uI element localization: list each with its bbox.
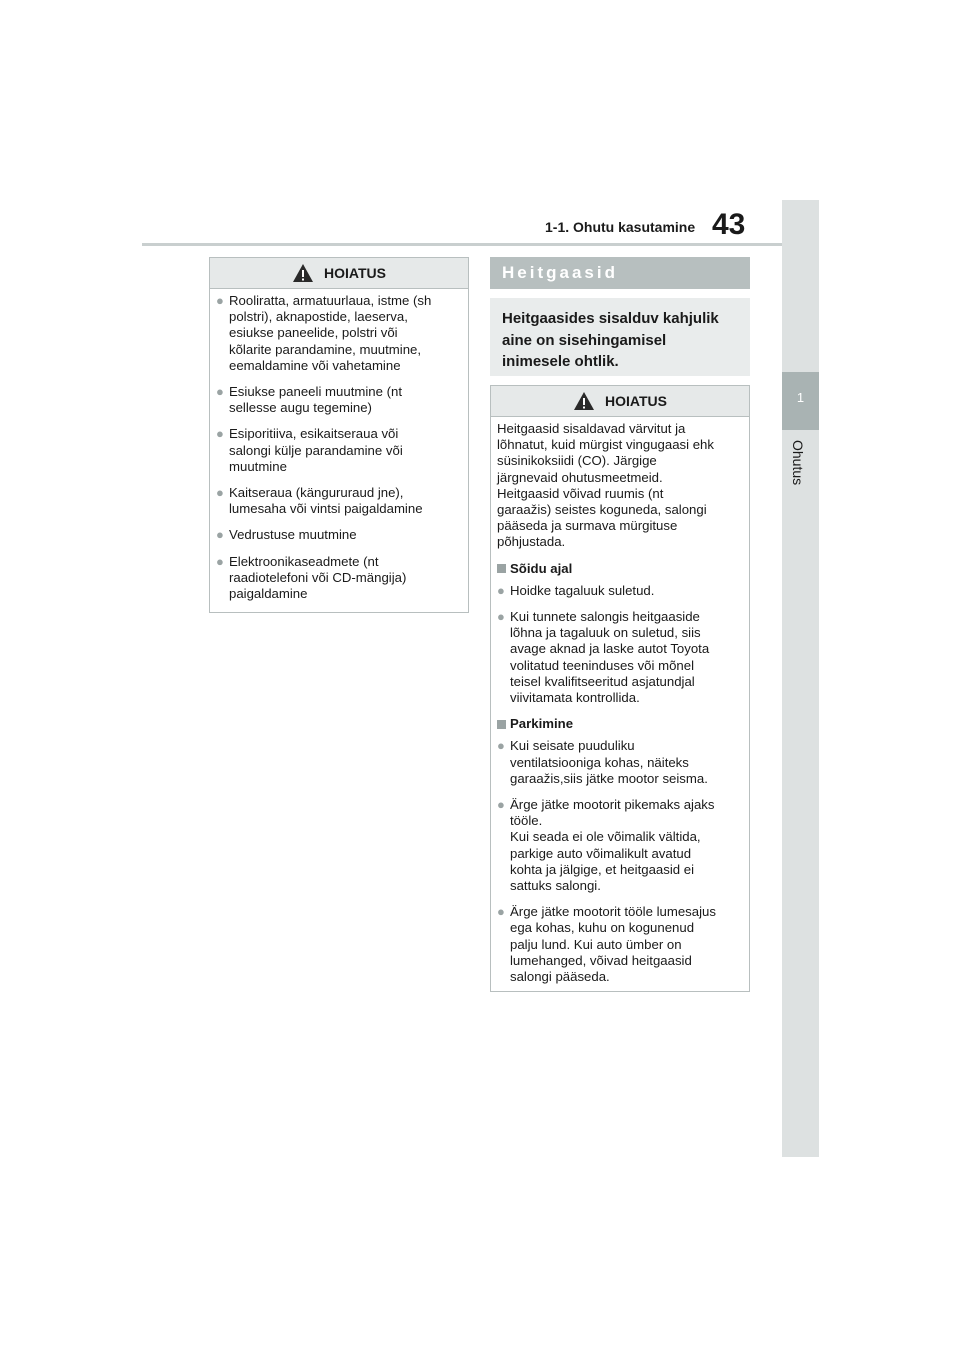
left-warning-box (209, 257, 469, 613)
list-item-text: Esiporitiiva, esikaitseraua või salongi külje parandamine või muutmine (229, 426, 403, 474)
bullet-dot-icon: ● (216, 527, 224, 543)
section-intro: Heitgaasides sisalduv kahjulik aine on sisehingamisel inimesele ohtlik. (490, 298, 750, 376)
bullet-dot-icon: ● (497, 797, 505, 813)
list-item (216, 384, 460, 416)
left-warning-header (210, 258, 468, 289)
list-item (216, 293, 460, 374)
bullet-dot-icon: ● (497, 582, 505, 598)
list-item-text: Ärge jätke mootorit pikemaks ajaks tööle. Kui seada ei ole võimalik vältida, parkige auto võimalikult avatud kohta ja jälgige, et heitgaasid ei sattuks salongi. (510, 797, 715, 894)
side-tab-label: Ohutus (790, 440, 806, 486)
left-warning-body (210, 289, 468, 620)
right-warning-header (491, 386, 749, 417)
warning-triangle-icon (573, 391, 595, 411)
square-bullet-icon (497, 720, 506, 729)
list-item-text: Kaitseraua (kängururaud jne), lumesaha või vintsi paigaldamine (229, 485, 423, 517)
right-warning-box (490, 385, 750, 992)
square-bullet-icon (497, 564, 506, 573)
bullet-dot-icon: ● (497, 738, 505, 754)
bullet-dot-icon: ● (216, 384, 224, 400)
list-item (216, 554, 460, 603)
header-divider (142, 243, 782, 246)
side-tab (782, 200, 819, 1157)
bullet-dot-icon: ● (216, 293, 224, 308)
warning-triangle-icon (292, 263, 314, 283)
bullet-dot-icon: ● (497, 904, 505, 920)
bullet-dot-icon: ● (497, 609, 505, 625)
list-item-text: Rooliratta, armatuurlaua, istme (sh polstri), aknapostide, laeserva, esiukse paneelide, polstri või kõlarite parandamine, muutmine, eemaldamine või vahetamine (229, 293, 432, 373)
subheading-driving (497, 561, 741, 577)
right-warning-body (491, 417, 749, 1003)
list-item-text: Esiukse paneeli muutmine (nt sellesse augu tegemine) (229, 384, 402, 416)
list-item-text: Kui seisate puuduliku ventilatsiooniga kohas, näiteks garaažis,siis jätke mootor seisma. (510, 738, 708, 786)
left-warning-title: HOIATUS (324, 265, 386, 281)
list-item (497, 738, 741, 787)
list-item-text: Hoidke tagaluuk suletud. (510, 582, 655, 598)
list-item (497, 609, 741, 706)
subheading-parking (497, 716, 741, 732)
bullet-dot-icon: ● (216, 553, 224, 569)
section-heading: Heitgaasid (490, 257, 750, 289)
list-item (497, 583, 741, 599)
page-number: 43 (712, 208, 746, 241)
subheading-text: Parkimine (510, 716, 574, 732)
list-item (497, 904, 741, 985)
side-tab-number: 1 (796, 390, 805, 405)
bullet-dot-icon: ● (216, 485, 224, 501)
list-item (216, 426, 460, 475)
bullet-dot-icon: ● (216, 426, 224, 442)
list-item (497, 797, 741, 894)
warning-intro-text: Heitgaasid sisaldavad värvitut ja lõhnatut, kuid mürgist vingugaasi ehk süsinikoksiidi (CO). Järgige järgnevaid ohutusmeetmeid. Heitgaasid võivad ruumis (nt garaažis) seistes koguneda, salongi pääseda ja surmava mürgituse põhjustada. (497, 421, 714, 550)
list-item-text: Vedrustuse muutmine (229, 527, 357, 543)
list-item-text: Kui tunnete salongis heitgaaside lõhna ja tagaluuk on suletud, siis avage aknad ja laske autot Toyota volitatud teeninduses või mõnel teisel kvalifitseeritud asjatundjal viivitamata kontrollida. (510, 609, 710, 706)
right-warning-title: HOIATUS (605, 393, 667, 409)
list-item (216, 485, 460, 517)
list-item-text: Elektroonikaseadmete (nt raadiotelefoni või CD-mängija) paigaldamine (229, 553, 407, 602)
list-item (216, 527, 460, 543)
chapter-title: 1-1. Ohutu kasutamine (545, 219, 696, 235)
list-item-text: Ärge jätke mootorit tööle lumesajus ega kohas, kuhu on kogunenud palju lund. Kui auto ümber on lumehanged, võivad heitgaasid salongi pääseda. (510, 904, 716, 985)
subheading-text: Sõidu ajal (510, 560, 573, 576)
